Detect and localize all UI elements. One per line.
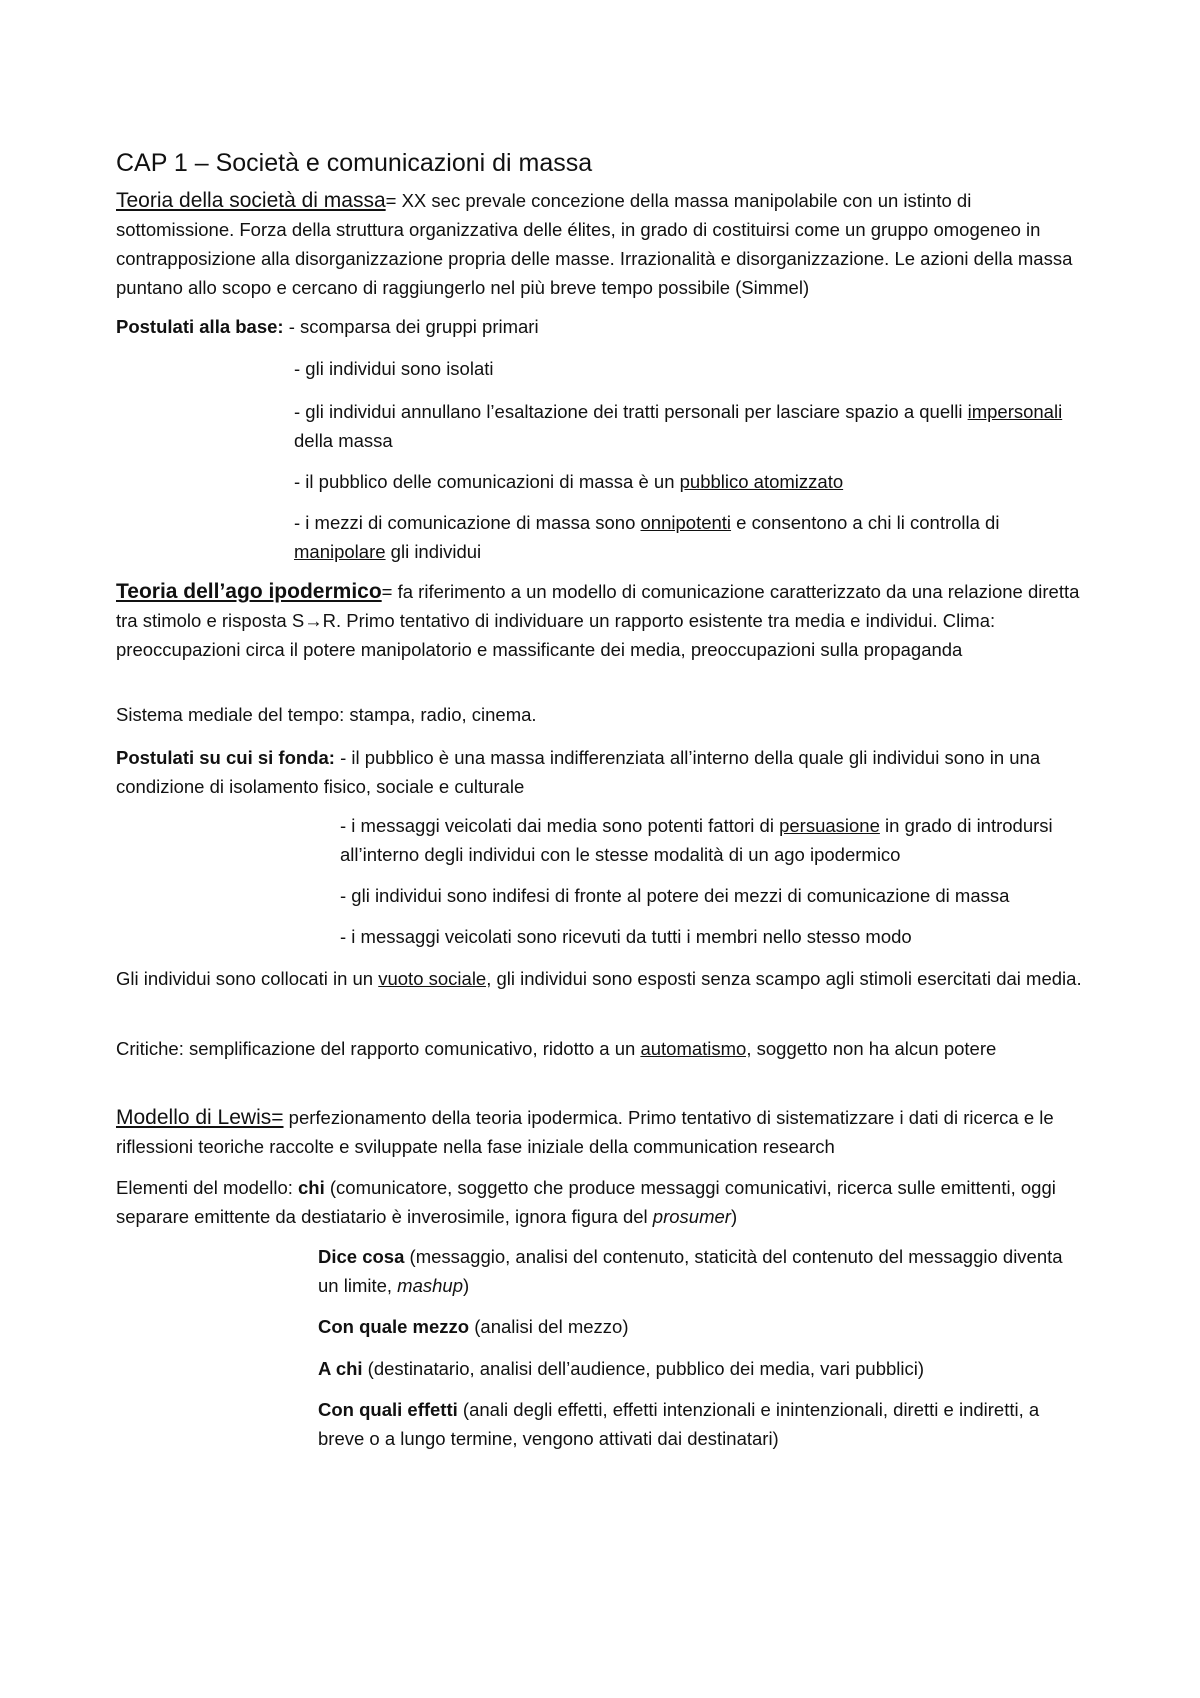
list-item — [116, 354, 1086, 383]
bold-term: Con quale mezzo — [318, 1316, 470, 1337]
underlined-term: manipolare — [294, 541, 386, 562]
list-item — [116, 1354, 1086, 1383]
postulati-base-label: Postulati alla base: — [116, 316, 284, 337]
heading-ago-ipodermico: Teoria dell’ago ipodermico — [116, 580, 382, 603]
bold-term: chi — [298, 1177, 325, 1198]
paragraph-modello-lewis — [116, 1103, 1086, 1161]
list-item-text: (anali degli effetti, effetti intenzionali e inintenzionali, diretti e indiretti, a breve o a lungo termine, vengono attivati dai destinatari) — [318, 1399, 1040, 1449]
list-item-text: - i messaggi veicolati dai media sono potenti fattori di — [340, 815, 780, 836]
list-item-text: - i messaggi veicolati sono ricevuti da tutti i membri nello stesso modo — [340, 926, 912, 947]
underlined-term: pubblico atomizzato — [679, 471, 844, 492]
bold-term: Con quali effetti — [318, 1399, 458, 1420]
list-item-text: - i mezzi di comunicazione di massa sono — [294, 512, 641, 533]
list-item-text: - gli individui annullano l’esaltazione dei tratti personali per lasciare spazio a quelli — [294, 401, 968, 422]
list-item-text: gli individui — [385, 541, 482, 562]
paragraph-text: Critiche: semplificazione del rapporto comunicativo, ridotto a un — [116, 1038, 641, 1059]
sistema-mediale — [116, 700, 1086, 729]
list-item-text: - gli individui sono indifesi di fronte al potere dei mezzi di comunicazione di massa — [340, 885, 1010, 906]
underlined-term: persuasione — [779, 815, 880, 836]
paragraph-text: gli individui sono esposti senza scampo agli stimoli esercitati dai media. — [491, 968, 1082, 989]
paragraph-teoria-societa-massa — [116, 186, 1086, 302]
list-item-text: della massa — [294, 430, 393, 451]
postulati-base — [116, 312, 1086, 341]
underlined-term: vuoto sociale, — [378, 968, 492, 989]
paragraph-text: soggetto non ha alcun potere — [751, 1038, 997, 1059]
italic-term: prosumer — [652, 1206, 731, 1227]
list-item — [116, 811, 1086, 869]
list-item-text: - gli individui sono isolati — [294, 358, 494, 379]
paragraph-text: ) — [730, 1206, 738, 1227]
underlined-term: onnipotenti — [640, 512, 732, 533]
paragraph-ago-ipodermico — [116, 577, 1086, 664]
postulati-fonda — [116, 743, 1086, 801]
paragraph-text: perfezionamento della teoria ipodermica. Primo tentativo di sistematizzare i dati di ricerca e le riflessioni teoriche raccolte e sviluppate nella fase iniziale della communication research — [116, 1107, 1054, 1157]
underlined-term: impersonali — [967, 401, 1063, 422]
list-item-text: in grado di introdursi all’interno degli individui con le stesse modalità di un ago ipodermico — [340, 815, 1053, 865]
paragraph-critiche — [116, 1034, 1086, 1063]
page-title: CAP 1 – Società e comunicazioni di massa — [116, 149, 593, 177]
paragraph-text: = XX sec prevale concezione della massa manipolabile con un istinto di sottomissione. Forza della struttura organizzativa delle élites, in grado di costituirsi come un gruppo omogeneo in contrapposizione alla disorganizzazione propria delle masse. Irrazionalità e disorganizzazione. Le azioni della massa puntano allo scopo e cercano di raggiungerlo nel più breve tempo possibile (Simmel) — [116, 190, 1073, 298]
heading-teoria-societa-massa: Teoria della società di massa — [116, 189, 386, 212]
italic-term: mashup — [397, 1275, 463, 1296]
list-item: - scomparsa dei gruppi primari — [283, 316, 539, 337]
bold-term: A chi — [318, 1358, 363, 1379]
paragraph-text: (comunicatore, soggetto che produce messaggi comunicativi, ricerca sulle emittenti, oggi separare emittente da destiatario è inverosimile, ignora figura del — [116, 1177, 1056, 1227]
paragraph-elementi-modello — [116, 1173, 1086, 1231]
list-item — [116, 881, 1086, 910]
list-item — [116, 922, 1086, 951]
paragraph-text: Gli individui sono collocati in un — [116, 968, 379, 989]
list-item: - il pubblico è una massa indifferenziata all’interno della quale gli individui sono in una condizione di isolamento fisico, sociale e culturale — [116, 747, 1041, 797]
list-item-text: ) — [463, 1275, 470, 1296]
heading-modello-lewis: Modello di Lewis= — [116, 1106, 284, 1129]
list-item — [116, 508, 1086, 566]
paragraph-text: Sistema mediale del tempo: stampa, radio, cinema. — [116, 704, 537, 725]
underlined-term: automatismo, — [640, 1038, 752, 1059]
list-item-text: e consentono a chi li controlla di — [731, 512, 1000, 533]
paragraph-vuoto-sociale — [116, 964, 1086, 993]
list-item-text: (destinatario, analisi dell’audience, pubblico dei media, vari pubblici) — [362, 1358, 925, 1379]
paragraph-text: Elementi del modello: — [116, 1177, 299, 1198]
list-item-text: (analisi del mezzo) — [469, 1316, 629, 1337]
postulati-fonda-label: Postulati su cui si fonda: — [116, 747, 335, 768]
list-item — [116, 1395, 1086, 1453]
list-item — [116, 1312, 1086, 1341]
list-item-text: - il pubblico delle comunicazioni di massa è un — [294, 471, 680, 492]
list-item — [116, 467, 1086, 496]
list-item — [116, 397, 1086, 455]
paragraph-text: = fa riferimento a un modello di comunicazione caratterizzato da una relazione diretta tra stimolo e risposta S→R. Primo tentativo di individuare un rapporto esistente tra media e individui. Clima: preoccupazioni circa il potere manipolatorio e massificante dei media, preoccupazioni sulla propaganda — [116, 581, 1080, 660]
list-item — [116, 1242, 1086, 1300]
list-item-text: (messaggio, analisi del contenuto, staticità del contenuto del messaggio diventa un limite, — [318, 1246, 1063, 1296]
bold-term: Dice cosa — [318, 1246, 405, 1267]
